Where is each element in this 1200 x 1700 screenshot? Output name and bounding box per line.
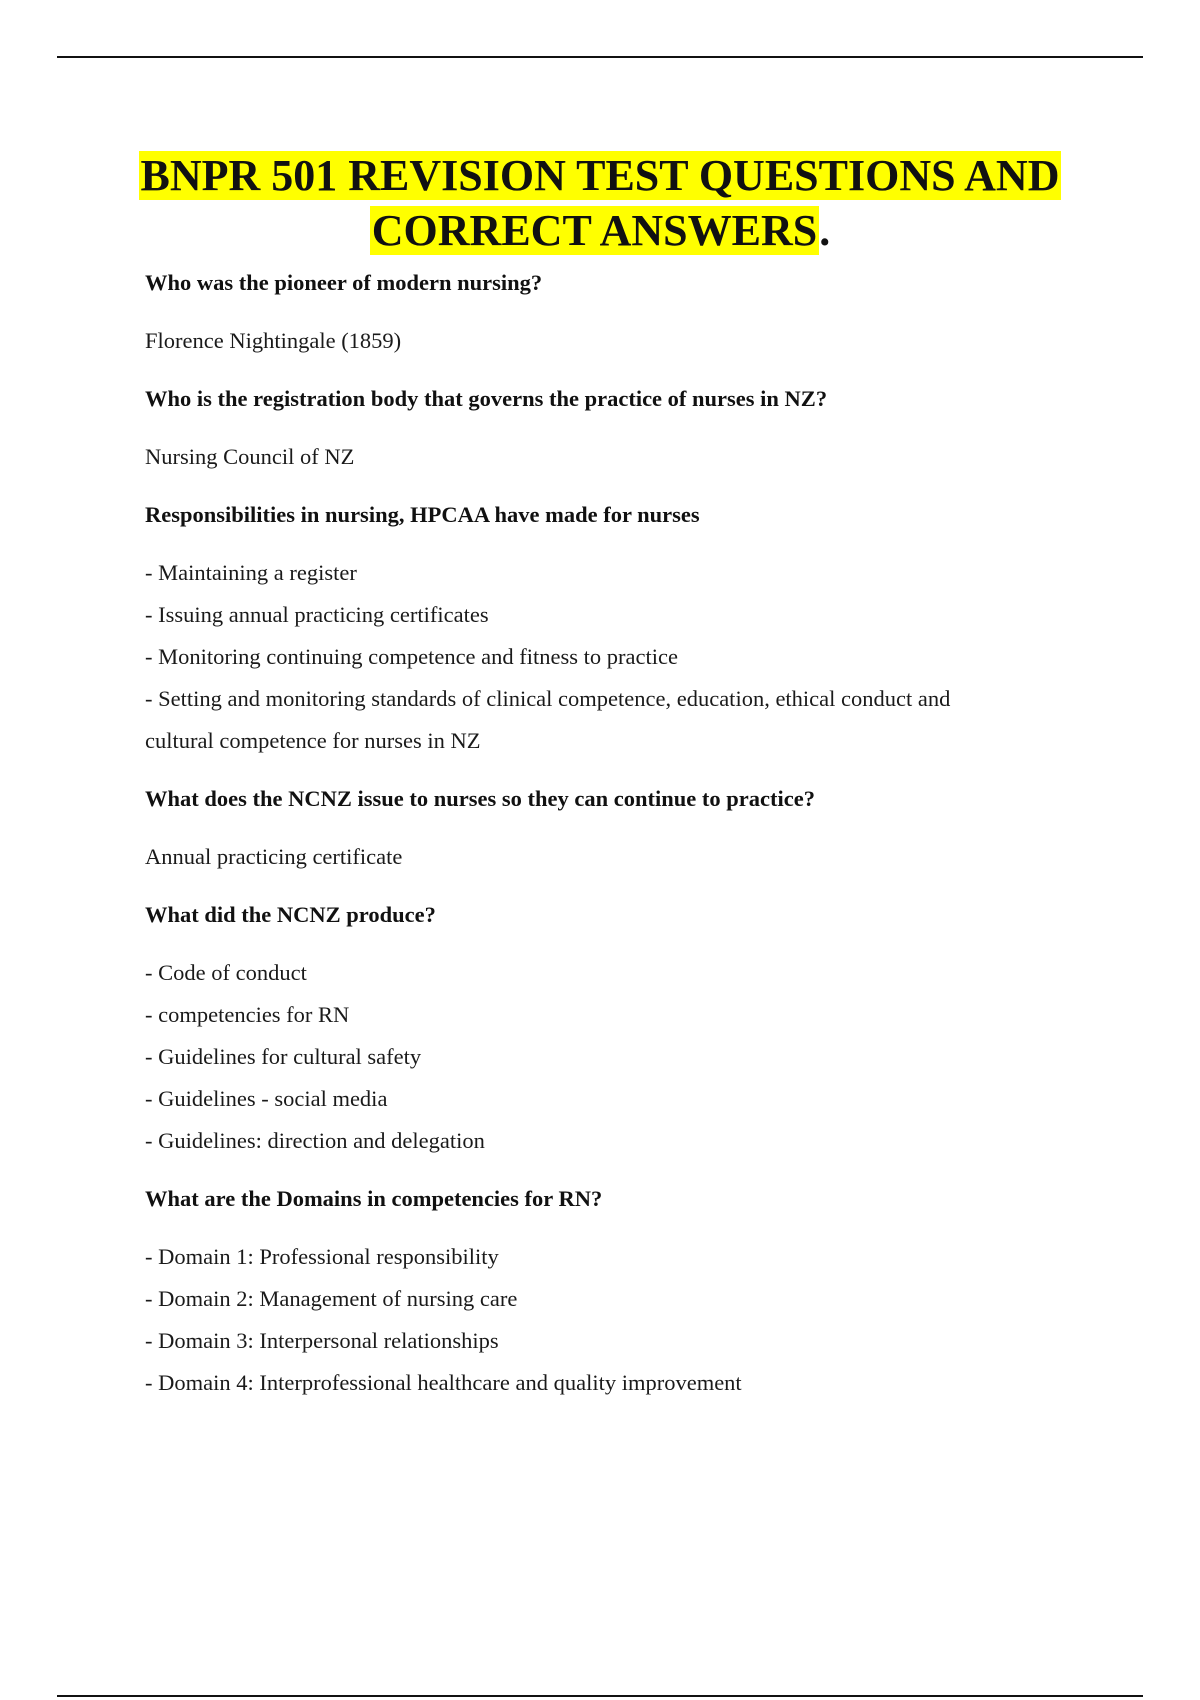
answer-3-line-4: - Setting and monitoring standards of clinical competence, education, ethical conduct and [145, 686, 951, 711]
answer-5-line-5: - Guidelines: direction and delegation [145, 1128, 485, 1153]
title-period: . [819, 206, 831, 255]
question-2: Who is the registration body that governs the practice of nurses in NZ? [145, 386, 828, 411]
question-4: What does the NCNZ issue to nurses so they can continue to practice? [145, 786, 815, 811]
title-text-2: CORRECT ANSWERS [371, 206, 818, 255]
question-1: Who was the pioneer of modern nursing? [145, 270, 543, 295]
answer-2: Nursing Council of NZ [145, 444, 355, 469]
answer-5-line-2: - competencies for RN [145, 1002, 350, 1027]
answer-1: Florence Nightingale (1859) [145, 328, 402, 353]
title-line-1 [57, 148, 1143, 203]
footer-rule [57, 1695, 1143, 1697]
answer-4: Annual practicing certificate [145, 844, 403, 869]
question-5: What did the NCNZ produce? [145, 902, 436, 927]
answer-3-line-2: - Issuing annual practicing certificates [145, 602, 489, 627]
title-text-1: BNPR 501 REVISION TEST QUESTIONS AND [140, 151, 1060, 200]
question-3: Responsibilities in nursing, HPCAA have made for nurses [145, 502, 700, 527]
answer-6-line-1: - Domain 1: Professional responsibility [145, 1244, 499, 1269]
answer-3-line-5: cultural competence for nurses in NZ [145, 728, 481, 753]
answer-6-line-4: - Domain 4: Interprofessional healthcare and quality improvement [145, 1370, 742, 1395]
qa-content [145, 268, 1075, 1398]
answer-5-line-1: - Code of conduct [145, 960, 307, 985]
title-line-2 [57, 203, 1143, 258]
answer-6-line-2: - Domain 2: Management of nursing care [145, 1286, 518, 1311]
header-rule [57, 56, 1143, 58]
question-6: What are the Domains in competencies for RN? [145, 1186, 603, 1211]
answer-6-line-3: - Domain 3: Interpersonal relationships [145, 1328, 499, 1353]
answer-3-line-3: - Monitoring continuing competence and fitness to practice [145, 644, 678, 669]
page-title [57, 148, 1143, 258]
answer-5-line-4: - Guidelines - social media [145, 1086, 388, 1111]
answer-3-line-1: - Maintaining a register [145, 560, 357, 585]
answer-5-line-3: - Guidelines for cultural safety [145, 1044, 422, 1069]
